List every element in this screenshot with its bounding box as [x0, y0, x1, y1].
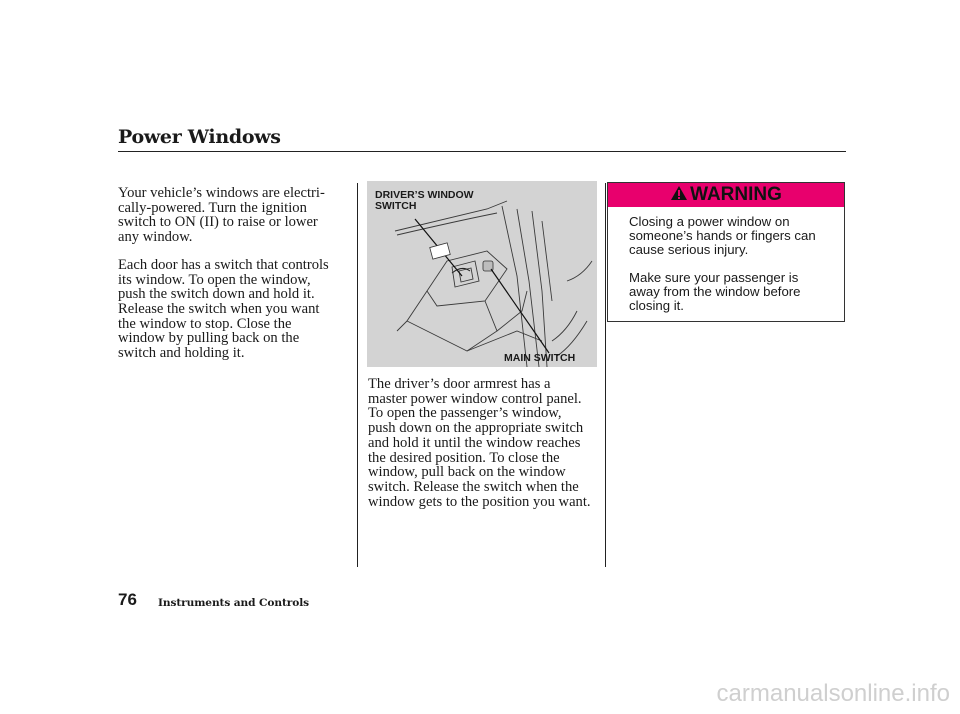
warning-body: [629, 215, 839, 326]
main-switch-label: MAIN SWITCH: [504, 352, 576, 364]
warning-triangle-icon: [670, 184, 688, 208]
warning-heading: WARNING: [690, 184, 782, 205]
door-switch-paragraph: Each door has a switch that controls its window. To open the window, push the switch down and hold it. Release the switch when you want the window to stop. Close the window by pulling back on the switch and holding it.: [118, 256, 329, 362]
switch-illustration: [367, 181, 597, 367]
title-rule: [118, 151, 846, 152]
column-divider-left: [357, 183, 358, 567]
section-name: Instruments and Controls: [158, 597, 309, 609]
column-divider-right: [605, 183, 606, 567]
armrest-paragraph: The driver’s door armrest has a master power window control panel. To open the passenger’s window, push down on the appropriate switch and hold it until the window reaches the desired position. To close the window, pull back on the window switch. Release the switch when the window gets to the position you want.: [368, 376, 591, 510]
warning-paragraph-1: Closing a power window on someone’s hands or fingers can cause serious injury.: [629, 214, 816, 258]
left-column: [118, 186, 350, 374]
warning-box: [607, 182, 845, 322]
intro-paragraph: Your vehicle’s windows are electri- cally-powered. Turn the ignition switch to ON (II) to raise or lower any window.: [118, 185, 325, 246]
page-title: Power Windows: [118, 126, 281, 148]
page-number: 76: [118, 590, 137, 609]
middle-column: [368, 377, 604, 522]
warning-header: [608, 183, 844, 207]
driver-window-switch-label: DRIVER’S WINDOW SWITCH: [375, 189, 474, 212]
warning-paragraph-2: Make sure your passenger is away from the window before closing it.: [629, 269, 801, 314]
watermark: carmanualsonline.info: [716, 680, 950, 707]
